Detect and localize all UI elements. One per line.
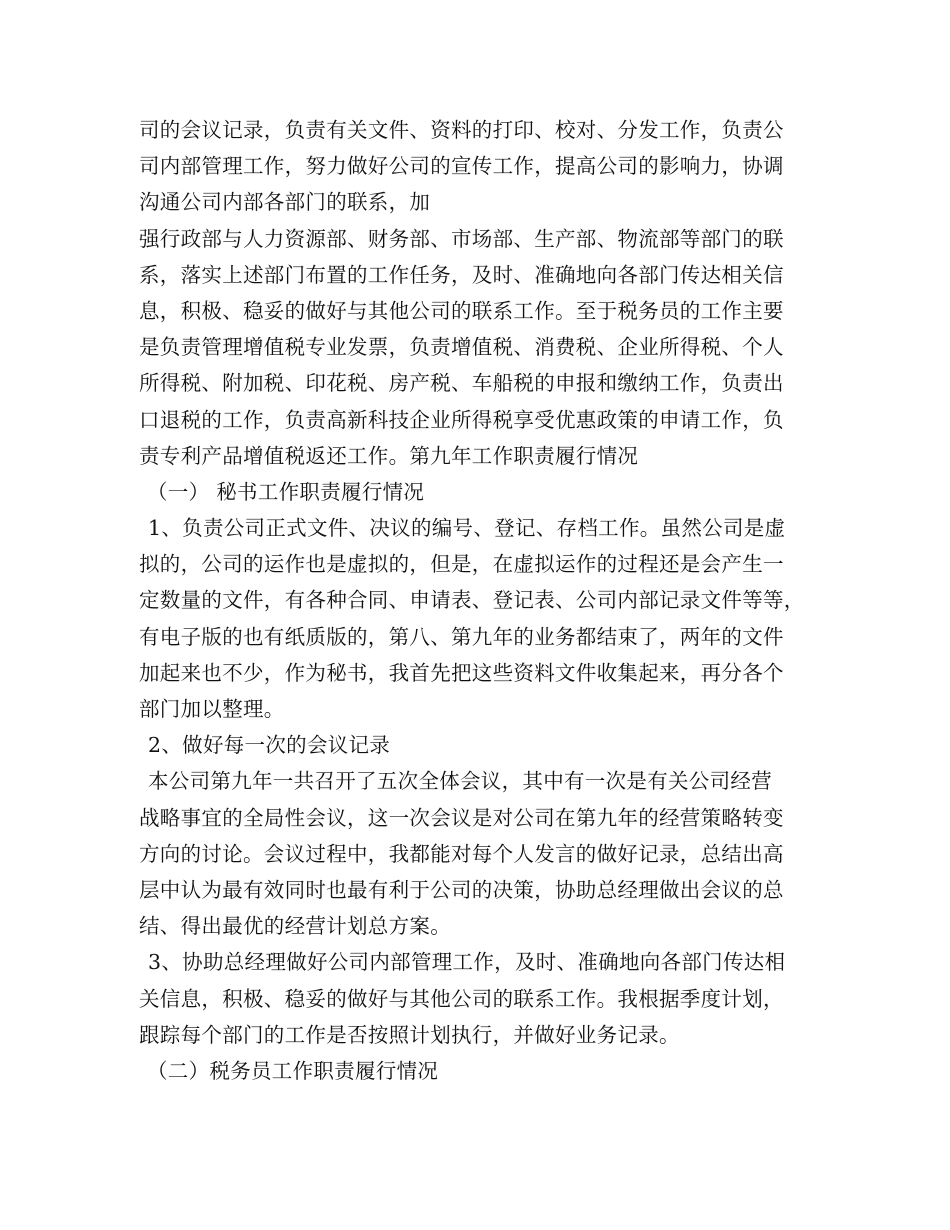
text-line: 关信息，积极、稳妥的做好与其他公司的联系工作。我根据季度计划， <box>139 986 784 1011</box>
text-line: 沟通公司内部各部门的联系，加 <box>139 190 431 215</box>
text-line: 司内部管理工作，努力做好公司的宣传工作，提高公司的影响力，协调 <box>139 154 784 179</box>
text-line: 息，积极、稳妥的做好与其他公司的联系工作。至于税务员的工作主要 <box>139 298 784 323</box>
text-line: 所得税、附加税、印花税、房产税、车船税的申报和缴纳工作，负责出 <box>139 371 784 396</box>
text-line: 定数量的文件，有各种合同、申请表、登记表、公司内部记录文件等等， <box>139 588 805 613</box>
text-line: 3、协助总经理做好公司内部管理工作，及时、准确地向各部门传达相 <box>148 950 786 975</box>
text-line: 有电子版的也有纸质版的，第八、第九年的业务都结束了，两年的文件 <box>139 624 784 649</box>
document-body <box>139 112 829 1089</box>
text-line: 1、负责公司正式文件、决议的编号、登记、存档工作。虽然公司是虚 <box>148 516 786 541</box>
section-heading: （一） 秘书工作职责履行情况 <box>147 479 425 504</box>
text-line: 结、得出最优的经营计划总方案。 <box>139 914 451 939</box>
text-line: 部门加以整理。 <box>139 697 285 721</box>
text-line: 口退税的工作，负责高新科技企业所得税享受优惠政策的申请工作，负 <box>139 407 784 432</box>
subsection-heading: 2、做好每一次的会议记录 <box>148 733 391 758</box>
text-line: 跟踪每个部门的工作是否按照计划执行，并做好业务记录。 <box>139 1022 680 1047</box>
text-line: 加起来也不少，作为秘书，我首先把这些资料文件收集起来，再分各个 <box>139 660 784 685</box>
text-line: 层中认为最有效同时也最有利于公司的决策，协助总经理做出会议的总 <box>139 877 784 902</box>
text-line: 拟的，公司的运作也是虚拟的，但是，在虚拟运作的过程还是会产生一 <box>139 552 784 577</box>
text-line: 强行政部与人力资源部、财务部、市场部、生产部、物流部等部门的联 <box>139 226 784 251</box>
text-line: 方向的讨论。会议过程中，我都能对每个人发言的做好记录，总结出高 <box>139 841 784 866</box>
text-line: 战略事宜的全局性会议，这一次会议是对公司在第九年的经营策略转变 <box>139 805 784 830</box>
text-line: 系，落实上述部门布置的工作任务，及时、准确地向各部门传达相关信 <box>139 262 784 287</box>
text-line: 本公司第九年一共召开了五次全体会议，其中有一次是有关公司经营 <box>148 769 772 794</box>
text-line: 司的会议记录，负责有关文件、资料的打印、校对、分发工作，负责公 <box>139 118 784 142</box>
section-heading: （二）税务员工作职责履行情况 <box>147 1058 439 1083</box>
text-line: 责专利产品增值税返还工作。第九年工作职责履行情况 <box>139 443 639 468</box>
text-line: 是负责管理增值税专业发票，负责增值税、消费税、企业所得税、个人 <box>139 335 784 360</box>
